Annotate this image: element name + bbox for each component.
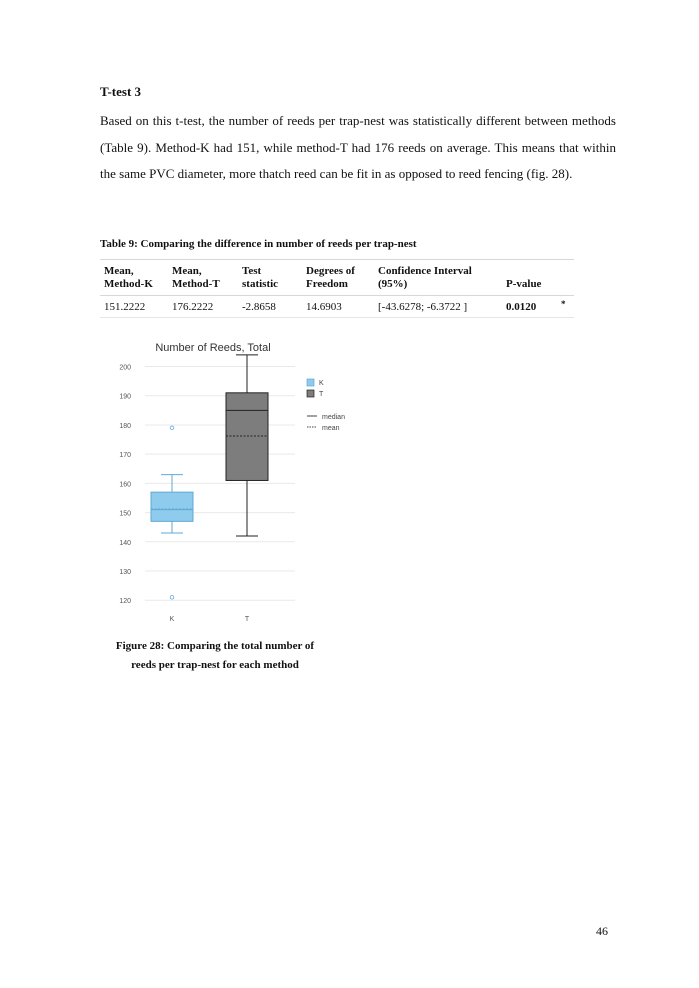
x-tick-label-t: T (244, 616, 250, 623)
chart-title: Number of Reeds, Total (155, 342, 271, 354)
y-tick-label: 180 (119, 422, 131, 430)
legend-label-median: median (322, 414, 345, 421)
cell-p-value: 0.0120 (502, 296, 574, 318)
y-tick-label: 140 (119, 539, 131, 547)
header-mean-k: Mean, Method-K (100, 260, 168, 296)
y-tick-label: 120 (119, 598, 131, 606)
y-tick-label: 170 (119, 452, 131, 460)
box-t (226, 393, 268, 481)
cell-degrees-freedom: 14.6903 (302, 296, 374, 318)
legend-label-t: T (319, 391, 324, 398)
outlier-point-k (170, 426, 174, 430)
outlier-point-k (170, 596, 174, 600)
header-confidence-interval: Confidence Interval (95%) (374, 260, 502, 296)
table-row (100, 296, 574, 318)
y-tick-label: 130 (119, 569, 131, 577)
ttest-table (100, 259, 574, 318)
cell-test-statistic: -2.8658 (238, 296, 302, 318)
body-paragraph: Based on this t-test, the number of reeds per trap-nest was statistically different between methods (Table 9). Method-K had 151, while method-T had 176 reeds on average. This means that within the same PVC diameter, more thatch reed can be fit in as opposed to reed fencing (fig. 28). (100, 113, 616, 181)
section-heading: T-test 3 (100, 84, 142, 99)
legend-swatch-t (307, 390, 314, 397)
legend-label-k: K (319, 380, 324, 387)
header-p-value: P-value (502, 260, 574, 296)
y-tick-label: 150 (119, 510, 131, 518)
table-header-row (100, 260, 574, 296)
page-number: 46 (596, 924, 608, 938)
legend-swatch-k (307, 379, 314, 386)
header-mean-t: Mean, Method-T (168, 260, 238, 296)
header-degrees-freedom: Degrees of Freedom (302, 260, 374, 296)
header-test-statistic: Test statistic (238, 260, 302, 296)
cell-mean-k: 151.2222 (100, 296, 168, 318)
boxplot-chart (100, 335, 370, 625)
significance-marker: * (561, 299, 566, 309)
figure-caption-line-1: Figure 28: Comparing the total number of (115, 640, 315, 652)
y-tick-label: 190 (119, 393, 131, 401)
figure-caption (104, 637, 326, 675)
y-tick-label: 160 (119, 481, 131, 489)
figure-caption-line-2: reeds per trap-nest for each method (131, 659, 299, 671)
y-tick-label: 200 (119, 364, 131, 372)
x-tick-label-k: K (169, 616, 175, 623)
box-k (151, 492, 193, 521)
legend-label-mean: mean (322, 425, 340, 432)
table-caption: Table 9: Comparing the difference in number of reeds per trap-nest (100, 238, 417, 250)
cell-mean-t: 176.2222 (168, 296, 238, 318)
cell-confidence-interval: [-43.6278; -6.3722 ] (374, 296, 502, 318)
